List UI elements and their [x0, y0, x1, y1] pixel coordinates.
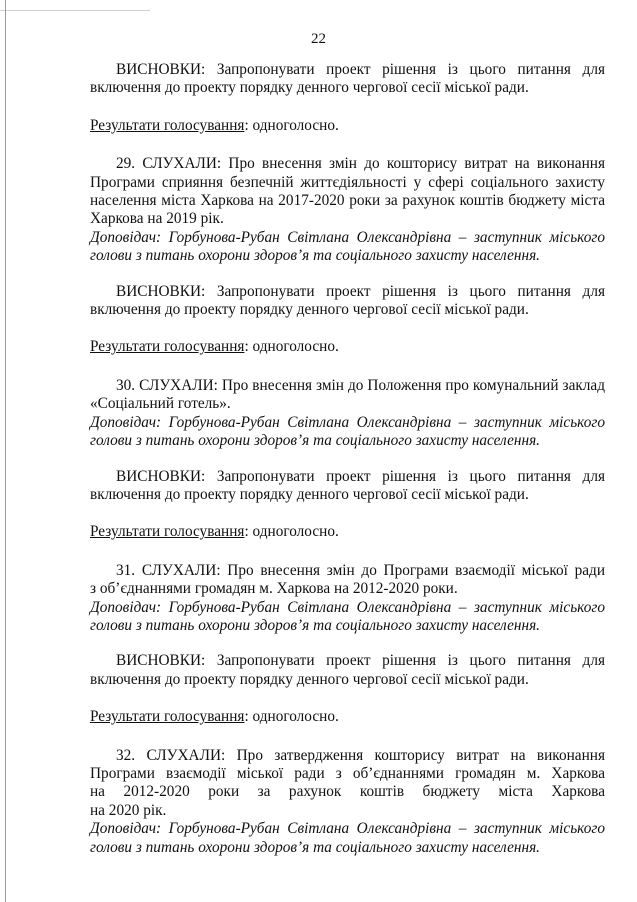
speaker-line-1: Доповідач: Горбунова-Рубан Світлана Олександрівна – заступник міського [90, 228, 605, 246]
item-30-line-2: «Соціальний готель». [90, 395, 231, 413]
conclusion-text: Запропонувати проект рішення із цього питання для [216, 467, 605, 485]
vote-label: Результати голосування [90, 708, 245, 726]
vote-value: : одноголосно. [244, 708, 339, 726]
scan-top-rule [0, 10, 150, 11]
vote-result [90, 117, 605, 135]
speaker-line-1: Доповідач: Горбунова-Рубан Світлана Олександрівна – заступник міського [90, 820, 605, 838]
conclusion-label: ВИСНОВКИ: [116, 467, 206, 485]
document-body [90, 61, 605, 857]
conclusion-text: Запропонувати проект рішення із цього питання для [216, 61, 605, 78]
item-30-line-1: 30. СЛУХАЛИ: Про внесення змін до Положення про комунальний заклад [116, 376, 605, 394]
item-31-line-1: 31. СЛУХАЛИ: Про внесення змін до Програми взаємодії міської ради [116, 561, 605, 579]
speaker-line-2: голови з питань охорони здоров’я та соціального захисту населення. [90, 432, 541, 450]
speaker-line-1: Доповідач: Горбунова-Рубан Світлана Олександрівна – заступник міського [90, 413, 605, 431]
item-32-line-2: Програми взаємодії міської ради з об’єднаннями громадян м. Харкова [90, 764, 605, 782]
conclusion-line-1 [90, 652, 605, 670]
speaker-line-2: голови з питань охорони здоров’я та соціального захисту населення. [90, 616, 541, 634]
vote-label: Результати голосування [90, 338, 245, 356]
vote-value: : одноголосно. [244, 338, 339, 356]
item-32-line-3: на 2012-2020 роки за рахунок коштів бюджету міста Харкова [90, 783, 605, 801]
conclusion-label: ВИСНОВКИ: [116, 61, 206, 78]
vote-label: Результати голосування [90, 116, 245, 134]
conclusion-line-1 [90, 283, 605, 301]
conclusion-line-1 [90, 61, 605, 79]
item-31-line-2: з об’єднаннями громадян м. Харкова на 2012-2020 роки. [90, 580, 458, 598]
vote-result [90, 523, 605, 541]
conclusion-text: Запропонувати проект рішення із цього питання для [216, 652, 605, 670]
conclusion-label: ВИСНОВКИ: [116, 652, 206, 670]
item-29-line-1: 29. СЛУХАЛИ: Про внесення змін до кошторису витрат на виконання [116, 155, 605, 173]
item-32-line-4: на 2020 рік. [90, 801, 167, 819]
conclusion-line-1 [90, 468, 605, 486]
speaker-line-2: голови з питань охорони здоров’я та соціального захисту населення. [90, 247, 541, 265]
item-29-line-2: Програми сприяння безпечній життєдіяльності у сфері соціального захисту [90, 173, 605, 191]
conclusion-line-2: включення до проекту порядку денного чергової сесії міської ради. [90, 301, 529, 319]
scan-left-edge [5, 0, 6, 902]
speaker-line-2: голови з питань охорони здоров’я та соціального захисту населення. [90, 838, 541, 856]
conclusion-line-2: включення до проекту порядку денного чергової сесії міської ради. [90, 79, 529, 97]
vote-value: : одноголосно. [244, 523, 339, 541]
vote-label: Результати голосування [90, 523, 245, 541]
vote-result [90, 338, 605, 356]
item-29-line-4: Харкова на 2019 рік. [90, 210, 224, 228]
conclusion-line-2: включення до проекту порядку денного чергової сесії міської ради. [90, 670, 529, 688]
item-29-line-3: населення міста Харкова на 2017-2020 роки за рахунок коштів бюджету міста [90, 192, 605, 210]
vote-result [90, 708, 605, 726]
conclusion-line-2: включення до проекту порядку денного чергової сесії міської ради. [90, 485, 529, 503]
vote-value: : одноголосно. [244, 116, 339, 134]
conclusion-text: Запропонувати проект рішення із цього питання для [216, 282, 605, 300]
conclusion-label: ВИСНОВКИ: [116, 282, 206, 300]
page-number: 22 [311, 31, 326, 47]
item-32-line-1: 32. СЛУХАЛИ: Про затвердження кошторису витрат на виконання [116, 746, 605, 764]
speaker-line-1: Доповідач: Горбунова-Рубан Світлана Олександрівна – заступник міського [90, 598, 605, 616]
